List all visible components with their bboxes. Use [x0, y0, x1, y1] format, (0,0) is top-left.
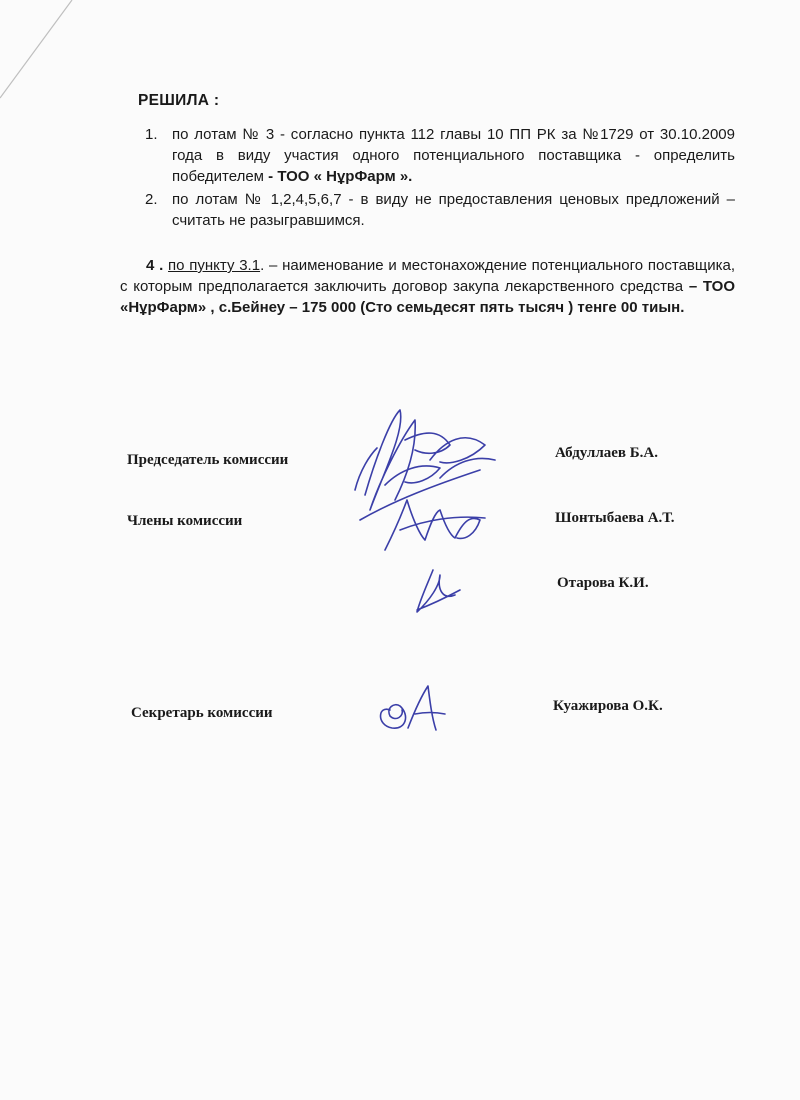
member-1-name: Шонтыбаева А.Т.: [555, 510, 675, 526]
decision-item: [145, 189, 735, 231]
decision-number: 1.: [145, 126, 158, 143]
secretary-name: Куажирова О.К.: [553, 698, 663, 714]
decision-heading: РЕШИЛА :: [138, 92, 220, 109]
decision-winner: - ТОО « НұрФарм ».: [268, 168, 413, 185]
decision-list: [145, 124, 735, 233]
point-4-reference: по пункту 3.1: [168, 257, 261, 274]
point-4-supplier: – ТОО «НұрФарм» , с.Бейнеу – 175 000 (Сто семьдесят пять тысяч ) тенге 00 тиын.: [120, 278, 736, 316]
chairman-name: Абдуллаев Б.А.: [555, 445, 659, 461]
decision-text: по лотам № 1,2,4,5,6,7 - в виду не предоставления ценовых предложений – считать не разыгравшимся.: [172, 191, 735, 229]
members-label: Члены комиссии: [127, 513, 243, 529]
secretary-label: Секретарь комиссии: [131, 705, 273, 721]
decision-text: по лотам № 3 - согласно пункта 112 главы 10 ПП РК за №1729 от 30.10.2009 года в виду участия одного потенциального поставщика - определить победителем: [172, 126, 735, 185]
secretary-signature: [370, 680, 450, 735]
decision-item: [145, 124, 735, 187]
signature-stroke: [381, 705, 406, 728]
decision-number: 2.: [145, 191, 158, 208]
point-4-text: . – наименование и местонахождение потенциального поставщика, с которым предполагается заключить договор закупа лекарственного средства: [120, 257, 736, 295]
signature-stroke: [408, 686, 445, 730]
scan-edge-line: [0, 0, 800, 120]
member-2-name: Отарова К.И.: [557, 575, 649, 591]
point-4-number: 4 .: [146, 257, 164, 274]
signature-stroke: [385, 500, 485, 550]
signature-stroke: [417, 570, 460, 612]
point-4-paragraph: [120, 255, 735, 318]
chairman-label: Председатель комиссии: [127, 452, 289, 468]
chairman-members-signatures: [345, 400, 515, 620]
signature-stroke: [360, 410, 485, 520]
